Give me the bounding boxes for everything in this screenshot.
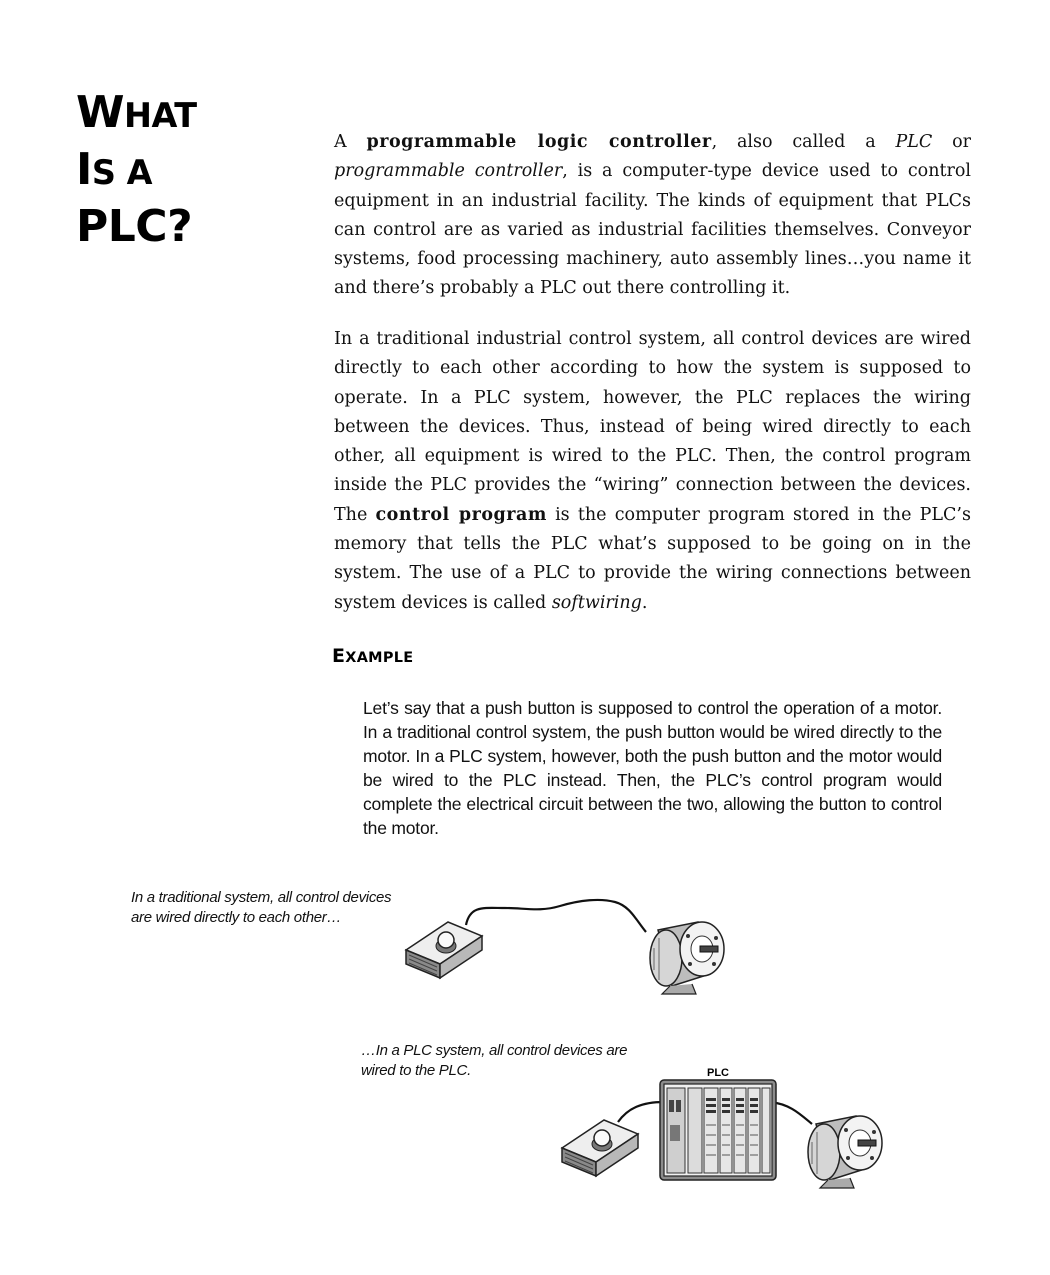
figure-traditional-wiring xyxy=(406,900,724,994)
motor-icon xyxy=(808,1116,882,1188)
title-word-what-rest: HAT xyxy=(124,96,197,135)
term-plc: PLC xyxy=(895,132,933,152)
example-heading-rest: XAMPLE xyxy=(345,650,414,666)
push-button-icon xyxy=(406,922,482,978)
figure1-caption-line-1: In a traditional system, all control devices xyxy=(131,889,392,906)
term-softwiring: softwiring xyxy=(551,592,642,613)
term-programmable-controller: programmable controller xyxy=(334,161,563,182)
intro-text-3: or xyxy=(932,132,972,152)
figure-plc-wiring xyxy=(562,1067,882,1188)
plc-icon xyxy=(660,1067,776,1180)
wire-button-to-plc xyxy=(618,1102,664,1122)
term-control-program: control program xyxy=(375,504,547,525)
motor-icon xyxy=(650,922,724,994)
example-heading-cap: E xyxy=(332,645,346,667)
intro-text-4: , is a computer-type device used to control equipment in an industrial facility. The kinds of equipment that PLCs can control are as varied as industrial facilities themselves. Conveyor systems, food processing machinery, auto assembly lines…you name it and there’s probably a PLC out there controlling it. xyxy=(334,161,972,299)
term-programmable-logic-controller: programmable logic controller xyxy=(366,132,712,152)
plc-label: PLC xyxy=(707,1067,729,1079)
figure1-caption-line-2: are wired directly to each other… xyxy=(131,909,342,926)
figure2-caption-line-1: …In a PLC system, all control devices are xyxy=(361,1042,628,1059)
push-button-icon xyxy=(562,1120,638,1176)
intro-text-2: , also called a xyxy=(711,132,896,152)
direct-wire xyxy=(466,900,646,932)
body-text-2: is the computer program stored in the PLC’s memory that tells the PLC what’s supposed to be going on in the system. The use of a PLC to provide the wiring connections between system devices is called xyxy=(334,504,971,613)
body-text-3: . xyxy=(641,592,648,613)
example-text: Let’s say that a push button is supposed to control the operation of a motor. In a traditional control system, the push button would be wired directly to the motor. In a PLC system, however, both the push button and the motor would be wired to the PLC instead. Then, the PLC’s control program would complete the electrical circuit between the two, allowing the button to control the motor. xyxy=(363,698,942,839)
title-word-what-cap: W xyxy=(76,87,125,138)
title-word-is-cap: I xyxy=(76,144,92,195)
title-word-is-a-rest: S A xyxy=(91,153,152,192)
title-line-3: PLC? xyxy=(76,201,193,252)
body-text-1: In a traditional industrial control system, all control devices are wired directly to each other according to how the system is supposed to operate. In a PLC system, however, the PLC replaces the wiring between the devices. Thus, instead of being wired directly to each other, all equipment is wired to the PLC. Then, the control program inside the PLC provides the “wiring” connection between the devices. The xyxy=(334,329,971,525)
figure2-caption-line-2: wired to the PLC. xyxy=(361,1062,471,1079)
intro-text-1: A xyxy=(334,132,367,152)
